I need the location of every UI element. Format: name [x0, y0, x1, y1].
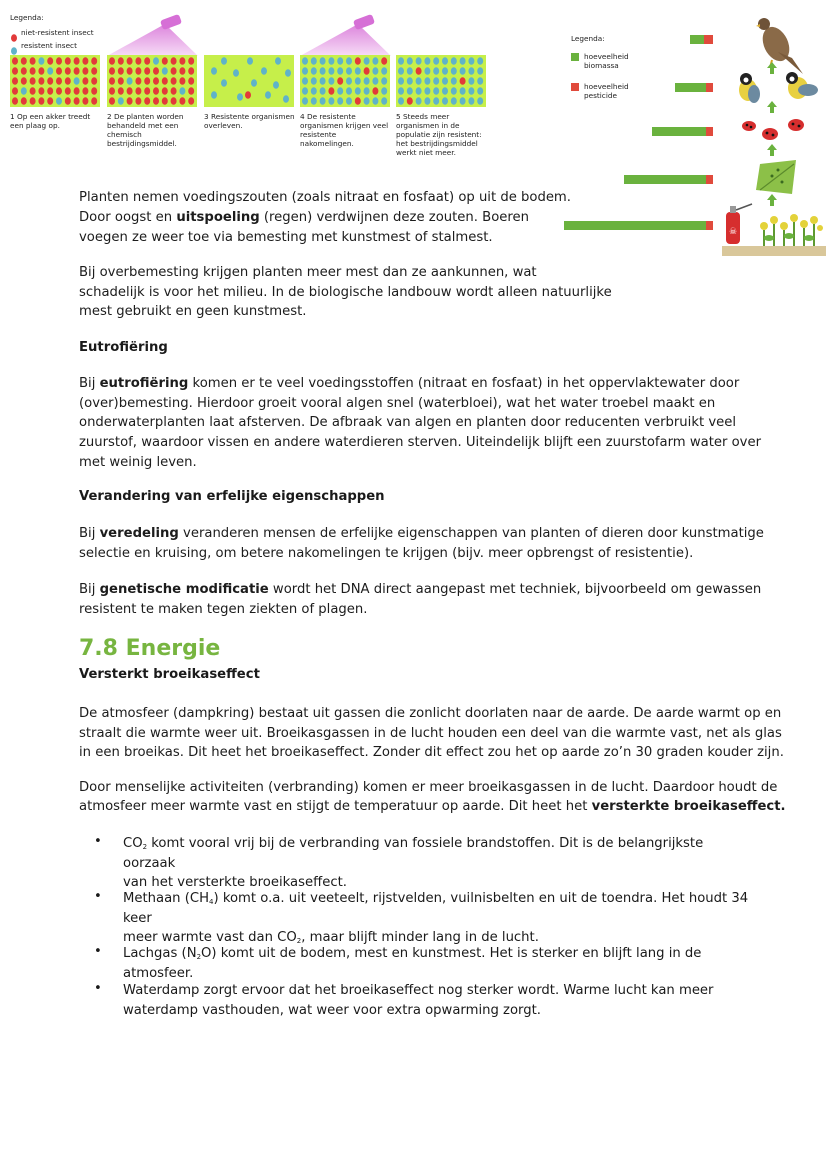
resistant-insect-icon [251, 79, 257, 87]
non-resistant-insect-icon [188, 67, 194, 75]
non-resistant-insect-icon [171, 67, 177, 75]
non-resistant-insect-icon [171, 77, 177, 85]
non-resistant-insect-icon [135, 67, 141, 75]
non-resistant-insect-icon [372, 87, 378, 95]
resistant-insect-icon [364, 77, 370, 85]
resistant-insect-icon [477, 97, 483, 105]
panel-step-1 [10, 55, 100, 107]
non-resistant-insect-icon [416, 67, 422, 75]
bird-icon [734, 70, 824, 106]
non-resistant-insect-icon [109, 97, 115, 105]
resistant-insect-icon [328, 67, 334, 75]
resistant-insect-icon [477, 77, 483, 85]
paragraph-human-activity-line-1: Door menselijke activiteiten (verbranding) komen er meer broeikasgassen in de lucht. Daardoor houdt de [79, 780, 778, 795]
resistant-insect-icon [381, 77, 387, 85]
pesticide-bar [704, 35, 713, 44]
non-resistant-insect-icon [171, 97, 177, 105]
non-resistant-insect-icon [21, 77, 27, 85]
resistant-insect-icon [407, 67, 413, 75]
resistant-insect-icon [328, 77, 334, 85]
non-resistant-insect-icon [381, 57, 387, 65]
resistant-insect-icon [398, 77, 404, 85]
resistant-insect-icon [424, 97, 430, 105]
non-resistant-insect-icon [179, 97, 185, 105]
resistant-insect-icon [416, 97, 422, 105]
panel-caption-1: 1 Op een akker treedt een plaag op. [10, 112, 91, 130]
resistant-insect-icon [346, 87, 352, 95]
resistant-insect-icon [468, 57, 474, 65]
resistant-insect-icon [273, 81, 279, 89]
spray-cone-icon [105, 14, 200, 58]
resistant-insect-icon [56, 97, 62, 105]
non-resistant-insect-icon [162, 77, 168, 85]
non-resistant-insect-icon [30, 77, 36, 85]
resistant-insect-icon [424, 77, 430, 85]
sprayer-icon [722, 202, 826, 256]
non-resistant-insect-icon [21, 67, 27, 75]
paragraph-eutro-line-4: zuurstof, waardoor vissen en andere waterdieren sterven. Uiteindelijk blijft een zuurstofarm water over [79, 435, 762, 450]
resistant-insect-icon [179, 87, 185, 95]
resistance-legend-title: Legenda: [10, 13, 44, 22]
svg-text:☠: ☠ [728, 227, 738, 237]
resistant-insect-icon [442, 97, 448, 105]
non-resistant-insect-icon [188, 87, 194, 95]
resistant-insect-icon [285, 69, 291, 77]
resistant-insect-icon [211, 91, 217, 99]
resistant-insect-icon [424, 67, 430, 75]
pesticide-bar [706, 83, 713, 92]
resistant-insect-icon [153, 57, 159, 65]
non-resistant-insect-icon [12, 77, 18, 85]
resistant-insect-icon [261, 67, 267, 75]
resistant-insect-icon [364, 57, 370, 65]
non-resistant-insect-icon [82, 67, 88, 75]
non-resistant-insect-icon [127, 57, 133, 65]
non-resistant-insect-icon [171, 57, 177, 65]
non-resistant-insect-icon [91, 87, 97, 95]
non-resistant-insect-icon [162, 87, 168, 95]
non-resistant-insect-icon [30, 57, 36, 65]
legend-biomass: hoeveelheid biomassa [584, 52, 629, 70]
resistant-insect-icon [311, 77, 317, 85]
resistant-insect-icon [372, 67, 378, 75]
legend-resistant: resistent insect [21, 41, 77, 50]
resistant-insect-icon [442, 57, 448, 65]
bullet-co2: $CO_2$ komt vooral vrij bij de verbranding van fossiele brandstoffen. Dit is de belangrijkste oorzaak van het versterkte broeikaseffect. [123, 836, 704, 891]
resistant-insect-icon [311, 87, 317, 95]
resistant-insect-icon [127, 77, 133, 85]
leaf-icon [752, 160, 802, 196]
non-resistant-insect-icon [47, 57, 53, 65]
resistant-insect-icon [311, 57, 317, 65]
resistant-insect-icon [433, 67, 439, 75]
non-resistant-insect-icon [144, 87, 150, 95]
resistant-insect-icon [398, 67, 404, 75]
resistant-insect-icon [424, 57, 430, 65]
resistant-insect-icon [118, 97, 124, 105]
non-resistant-insect-icon [337, 77, 343, 85]
non-resistant-insect-icon [127, 87, 133, 95]
paragraph-eutro-line-1: Bij eutrofiëring komen er te veel voedingsstoffen (nitraat en fosfaat) in het oppervlaktewater door [79, 376, 740, 391]
non-resistant-insect-icon [12, 97, 18, 105]
resistant-insect-icon [460, 87, 466, 95]
paragraph-nutrients-line-1: Planten nemen voedingszouten (zoals nitraat en fosfaat) op uit de bodem. [79, 190, 571, 205]
paragraph-overfertilisation-line-2: schadelijk is voor het milieu. In de biologische landbouw wordt alleen natuurlijke [79, 285, 612, 300]
paragraph-nutrients-line-3: voegen ze weer toe via bemesting met kunstmest of stalmest. [79, 230, 493, 245]
non-resistant-insect-icon [56, 87, 62, 95]
heading-versterkt-broeikaseffect: Versterkt broeikaseffect [79, 667, 260, 682]
resistant-insect-icon [451, 87, 457, 95]
resistant-insect-icon [451, 77, 457, 85]
ladybug-icon [740, 114, 810, 146]
non-resistant-insect-icon [10, 27, 18, 36]
resistant-insect-icon [460, 57, 466, 65]
resistant-insect-icon [433, 77, 439, 85]
non-resistant-insect-icon [65, 67, 71, 75]
non-resistant-insect-icon [153, 87, 159, 95]
biomass-bar [675, 83, 706, 92]
non-resistant-insect-icon [74, 67, 80, 75]
resistant-insect-icon [346, 77, 352, 85]
resistant-insect-icon [364, 87, 370, 95]
resistant-insect-icon [320, 87, 326, 95]
non-resistant-insect-icon [82, 97, 88, 105]
non-resistant-insect-icon [47, 87, 53, 95]
resistant-insect-icon [38, 57, 44, 65]
pesticide-bar [706, 221, 713, 230]
non-resistant-insect-icon [38, 67, 44, 75]
non-resistant-insect-icon [65, 57, 71, 65]
bullet-waterdamp: Waterdamp zorgt ervoor dat het broeikaseffect nog sterker wordt. Warme lucht kan meer waterdamp vasthouden, wat weer voor extra opwarming zorgt. [123, 983, 714, 1018]
resistant-insect-icon [211, 67, 217, 75]
non-resistant-insect-icon [153, 77, 159, 85]
resistant-insect-icon [283, 95, 289, 103]
non-resistant-insect-icon [109, 57, 115, 65]
resistant-insect-icon [381, 67, 387, 75]
resistant-insect-icon [460, 67, 466, 75]
non-resistant-insect-icon [188, 77, 194, 85]
resistant-insect-icon [311, 67, 317, 75]
resistant-insect-icon [221, 79, 227, 87]
non-resistant-insect-icon [188, 97, 194, 105]
paragraph-nutrients-line-2: Door oogst en uitspoeling (regen) verdwijnen deze zouten. Boeren [79, 210, 529, 225]
resistant-insect-icon [416, 77, 422, 85]
paragraph-overfertilisation-line-1: Bij overbemesting krijgen planten meer mest dan ze aankunnen, wat [79, 265, 537, 280]
bullet-marker: • [94, 834, 102, 849]
non-resistant-insect-icon [74, 97, 80, 105]
non-resistant-insect-icon [91, 77, 97, 85]
resistant-insect-icon [346, 67, 352, 75]
resistant-insect-icon [451, 57, 457, 65]
resistant-insect-icon [460, 97, 466, 105]
resistant-insect-icon [364, 97, 370, 105]
non-resistant-insect-icon [47, 97, 53, 105]
resistant-insect-icon [337, 57, 343, 65]
paragraph-atmosphere-line-3: in een broeikas. Dit heet het broeikaseffect. Zonder dit effect zou het op aarde zo’n 30 graden kouder zijn. [79, 745, 784, 760]
foodchain-legend-title: Legenda: [571, 34, 605, 43]
resistant-insect-icon [442, 87, 448, 95]
resistant-insect-icon [433, 97, 439, 105]
hawk-icon [748, 12, 808, 74]
panel-step-5 [396, 55, 486, 107]
resistant-insect-icon [302, 97, 308, 105]
resistant-insect-icon [398, 57, 404, 65]
bullet-marker: • [94, 889, 102, 904]
bullet-marker: • [94, 981, 102, 996]
resistant-insect-icon [346, 57, 352, 65]
non-resistant-insect-icon [30, 87, 36, 95]
biomass-bar [652, 127, 706, 136]
resistant-insect-icon [337, 67, 343, 75]
resistant-insect-icon [275, 57, 281, 65]
resistant-insect-icon [398, 87, 404, 95]
panel-caption-2: 2 De planten worden behandeld met een chemisch bestrijdingsmiddel. [107, 112, 184, 148]
panel-step-4 [300, 55, 390, 107]
non-resistant-insect-icon [38, 87, 44, 95]
pesticide-bar [706, 127, 713, 136]
paragraph-atmosphere-line-2: straalt die warmte weer uit. Broeikasgassen in de lucht houden een deel van die warmte vast, net als glas [79, 726, 782, 741]
non-resistant-insect-icon [328, 87, 334, 95]
legend-non-resistant: niet-resistent insect [21, 28, 94, 37]
panel-caption-3: 3 Resistente organismen overleven. [204, 112, 295, 130]
non-resistant-insect-icon [127, 67, 133, 75]
non-resistant-insect-icon [118, 77, 124, 85]
non-resistant-insect-icon [65, 87, 71, 95]
non-resistant-insect-icon [65, 77, 71, 85]
arrow-up-icon [767, 101, 777, 113]
non-resistant-insect-icon [38, 97, 44, 105]
resistant-insect-icon [398, 97, 404, 105]
non-resistant-insect-icon [355, 97, 361, 105]
non-resistant-insect-icon [56, 57, 62, 65]
paragraph-atmosphere-line-1: De atmosfeer (dampkring) bestaat uit gassen die zonlicht doorlaten naar de aarde. De aarde warmt op en [79, 706, 782, 721]
resistant-insect-icon [311, 97, 317, 105]
resistant-insect-icon [302, 57, 308, 65]
non-resistant-insect-icon [179, 67, 185, 75]
non-resistant-insect-icon [188, 57, 194, 65]
legend-pesticide: hoeveelheid pesticide [584, 82, 629, 100]
resistant-insect-icon [468, 87, 474, 95]
resistant-insect-icon [337, 97, 343, 105]
resistant-insect-icon [442, 77, 448, 85]
non-resistant-insect-icon [162, 57, 168, 65]
paragraph-eutro-line-2: (over)bemesting. Hierdoor groeit vooral algen snel (waterbloei), wat het water troebel maakt en [79, 396, 716, 411]
biomass-bar [624, 175, 706, 184]
non-resistant-insect-icon [12, 57, 18, 65]
non-resistant-insect-icon [135, 87, 141, 95]
non-resistant-insect-icon [91, 57, 97, 65]
non-resistant-insect-icon [82, 57, 88, 65]
bullet-lachgas: Lachgas $(N_2O)$ komt uit de bodem, mest en kunstmest. Het is sterker en blijft lang in de atmosfeer. [123, 946, 702, 981]
spray-cone-icon [298, 14, 393, 58]
resistant-insect-icon [381, 87, 387, 95]
non-resistant-insect-icon [118, 57, 124, 65]
panel-caption-5: 5 Steeds meer organismen in de populatie zijn resistent: het bestrijdingsmiddel werkt niet meer. [396, 112, 482, 157]
resistant-insect-icon [337, 87, 343, 95]
paragraph-eutro-line-5: met weinig leven. [79, 455, 197, 470]
pesticide-legend-swatch [571, 83, 579, 91]
resistant-insect-icon [320, 67, 326, 75]
non-resistant-insect-icon [355, 57, 361, 65]
arrow-up-icon [767, 144, 777, 156]
biomass-bar [690, 35, 704, 44]
paragraph-gmo-line-1: Bij genetische modificatie wordt het DNA direct aangepast met techniek, bijvoorbeeld om gewassen [79, 582, 762, 597]
resistant-insect-icon [477, 57, 483, 65]
non-resistant-insect-icon [245, 91, 251, 99]
non-resistant-insect-icon [30, 67, 36, 75]
non-resistant-insect-icon [162, 97, 168, 105]
resistant-insect-icon [74, 77, 80, 85]
resistant-insect-icon [355, 67, 361, 75]
resistant-insect-icon [416, 87, 422, 95]
non-resistant-insect-icon [12, 67, 18, 75]
non-resistant-insect-icon [12, 87, 18, 95]
resistant-insect-icon [21, 87, 27, 95]
resistant-insect-icon [265, 91, 271, 99]
resistant-insect-icon [468, 77, 474, 85]
non-resistant-insect-icon [153, 97, 159, 105]
resistant-insect-icon [320, 97, 326, 105]
non-resistant-insect-icon [118, 67, 124, 75]
resistant-insect-icon [233, 69, 239, 77]
resistant-insect-icon [424, 87, 430, 95]
resistant-insect-icon [451, 97, 457, 105]
non-resistant-insect-icon [74, 87, 80, 95]
resistant-insect-icon [302, 87, 308, 95]
resistant-insect-icon [433, 57, 439, 65]
resistant-insect-icon [346, 97, 352, 105]
non-resistant-insect-icon [65, 97, 71, 105]
non-resistant-insect-icon [364, 67, 370, 75]
paragraph-human-activity-line-2: atmosfeer meer warmte vast en stijgt de temperatuur op aarde. Dit heet het versterkte broeikaseffect. [79, 799, 786, 814]
non-resistant-insect-icon [118, 87, 124, 95]
panel-step-2 [107, 55, 197, 107]
resistant-insect-icon [247, 57, 253, 65]
resistant-insect-icon [477, 87, 483, 95]
resistant-insect-icon [372, 57, 378, 65]
biomass-bar [564, 221, 706, 230]
non-resistant-insect-icon [407, 97, 413, 105]
non-resistant-insect-icon [91, 97, 97, 105]
resistant-insect-icon [372, 77, 378, 85]
bullet-marker: • [94, 944, 102, 959]
resistant-insect-icon [468, 67, 474, 75]
non-resistant-insect-icon [109, 77, 115, 85]
non-resistant-insect-icon [127, 97, 133, 105]
non-resistant-insect-icon [135, 77, 141, 85]
resistant-insect-icon [416, 57, 422, 65]
non-resistant-insect-icon [144, 97, 150, 105]
resistant-insect-icon [237, 93, 243, 101]
paragraph-overfertilisation-line-3: mest gebruikt en geen kunstmest. [79, 304, 307, 319]
resistant-insect-icon [162, 67, 168, 75]
non-resistant-insect-icon [179, 57, 185, 65]
resistant-insect-icon [10, 40, 18, 49]
non-resistant-insect-icon [30, 97, 36, 105]
resistant-insect-icon [328, 97, 334, 105]
resistant-insect-icon [407, 87, 413, 95]
biomass-legend-swatch [571, 53, 579, 61]
resistant-insect-icon [320, 77, 326, 85]
non-resistant-insect-icon [74, 57, 80, 65]
non-resistant-insect-icon [91, 67, 97, 75]
resistant-insect-icon [381, 97, 387, 105]
non-resistant-insect-icon [109, 67, 115, 75]
resistant-insect-icon [47, 67, 53, 75]
resistant-insect-icon [355, 77, 361, 85]
non-resistant-insect-icon [109, 87, 115, 95]
resistant-insect-icon [302, 67, 308, 75]
resistant-insect-icon [433, 87, 439, 95]
resistant-insect-icon [320, 57, 326, 65]
non-resistant-insect-icon [460, 77, 466, 85]
non-resistant-insect-icon [56, 77, 62, 85]
resistant-insect-icon [221, 57, 227, 65]
paragraph-veredeling-line-1: Bij veredeling veranderen mensen de erfelijke eigenschappen van planten of dieren door kunstmatige [79, 526, 764, 541]
paragraph-gmo-line-2: resistent te maken tegen ziekten of plagen. [79, 602, 368, 617]
resistant-insect-icon [372, 97, 378, 105]
resistant-insect-icon [451, 67, 457, 75]
panel-caption-4: 4 De resistente organismen krijgen veel resistente nakomelingen. [300, 112, 389, 148]
non-resistant-insect-icon [135, 97, 141, 105]
heading-erfelijke-eigenschappen: Verandering van erfelijke eigenschappen [79, 489, 385, 504]
non-resistant-insect-icon [135, 57, 141, 65]
non-resistant-insect-icon [144, 67, 150, 75]
non-resistant-insect-icon [21, 97, 27, 105]
chapter-title: 7.8 Energie [79, 636, 221, 661]
non-resistant-insect-icon [153, 67, 159, 75]
non-resistant-insect-icon [179, 77, 185, 85]
pesticide-bar [706, 175, 713, 184]
paragraph-veredeling-line-2: selectie en kruising, om betere nakomelingen te krijgen (bijv. meer opbrengst of resistentie). [79, 546, 694, 561]
resistant-insect-icon [442, 67, 448, 75]
non-resistant-insect-icon [56, 67, 62, 75]
non-resistant-insect-icon [21, 57, 27, 65]
non-resistant-insect-icon [38, 77, 44, 85]
resistant-insect-icon [355, 87, 361, 95]
heading-eutrofiering: Eutrofiëring [79, 340, 168, 355]
non-resistant-insect-icon [144, 57, 150, 65]
resistant-insect-icon [407, 57, 413, 65]
resistant-insect-icon [328, 57, 334, 65]
bullet-methaan: Methaan $(CH_4)$ komt o.a. uit veeteelt, rijstvelden, vuilnisbelten en uit de toendra. Het houdt 34 keer meer warmte vast dan $CO_2$, maar blijft minder lang in de lucht. [123, 891, 749, 946]
non-resistant-insect-icon [82, 87, 88, 95]
resistant-insect-icon [477, 67, 483, 75]
non-resistant-insect-icon [144, 77, 150, 85]
paragraph-eutro-line-3: onderwaterplanten laat afsterven. De afbraak van algen en planten door reducenten verbruikt veel [79, 415, 737, 430]
non-resistant-insect-icon [82, 77, 88, 85]
panel-step-3 [204, 55, 294, 107]
non-resistant-insect-icon [47, 77, 53, 85]
resistant-insect-icon [407, 77, 413, 85]
resistant-insect-icon [302, 77, 308, 85]
non-resistant-insect-icon [171, 87, 177, 95]
resistant-insect-icon [468, 97, 474, 105]
